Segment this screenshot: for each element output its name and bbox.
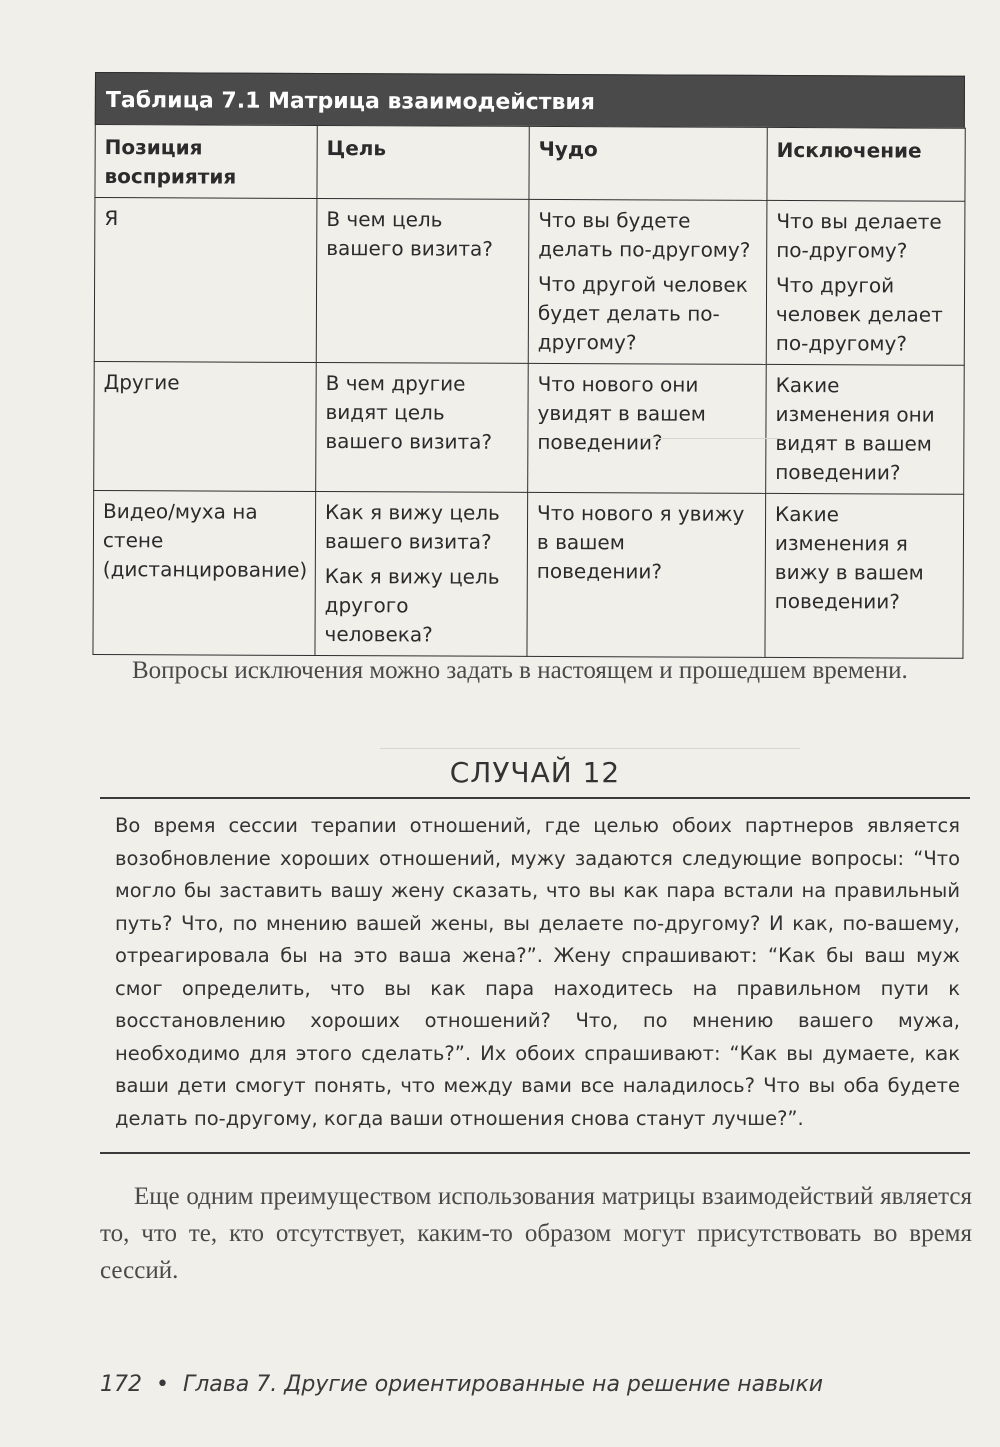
cell-question: Что нового я увижу в вашем поведении? [536,500,745,584]
cell-position: Другие [94,361,317,491]
cell-exception [766,364,965,494]
paragraph-text: Вопросы исключения можно задать в настоящем и прошедшем времени. [132,657,908,684]
cell-question: Какие изменения они видят в вашем поведении? [775,372,935,485]
cell-miracle [528,199,767,364]
cell-question: Что другой человек делает по-другому? [775,272,943,356]
cell-goal [316,362,529,492]
matrix-grid [92,124,965,659]
cell-question: Что вы будете делать по-другому? [538,207,751,262]
table-row [94,198,965,366]
chapter-title: Глава 7. Другие ориентированные на решение навыки [182,1372,824,1397]
cell-question: В чем другие видят цель вашего визита? [325,371,493,454]
cell-position: Видео/муха на стене (дистанцирование) [93,490,316,655]
case-heading: СЛУЧАЙ 12 [449,756,621,789]
cell-question: В чем цель вашего визита? [326,207,493,261]
table-row [93,490,964,658]
page-number: 172 [100,1372,142,1397]
cell-question: Что вы делаете по-другому? [776,208,942,263]
cell-question: Что другой человек будет делать по-другому? [537,271,748,355]
cell-miracle [528,363,767,493]
footer-bullet: • [156,1372,169,1397]
scan-artifact [640,438,780,439]
table-title: Таблица 7.1 Матрица взаимодействия [95,72,965,128]
header-goal: Цель [317,125,529,199]
cell-question: Что нового они увидят в вашем поведении? [537,371,706,455]
cell-goal [315,491,528,656]
cell-position: Я [94,198,317,363]
case-top-divider [100,797,970,799]
header-exception: Исключение [767,127,965,201]
cell-question: Какие изменения я вижу в вашем поведении? [774,501,924,614]
header-miracle: Чудо [529,126,767,200]
paragraph-text: Еще одним преимуществом использования матрицы взаимодействий является то, что те, кто отсутствует, каким-то образом могут присутствовать во время сессий. [100,1183,972,1284]
cell-question: Как я вижу цель другого человека? [324,564,500,647]
cell-exception [765,493,964,658]
table-row [94,361,965,494]
cell-exception [766,200,965,365]
cell-question: Как я вижу цель вашего визита? [324,500,500,554]
case-box-text [115,810,960,1135]
cell-goal [316,198,529,363]
interaction-matrix-table [92,72,965,659]
table-header-row [95,125,965,202]
matrix-advantage-paragraph [100,1178,972,1289]
header-position: Позиция восприятия [95,125,317,199]
page-footer [100,1372,960,1397]
case-bottom-divider [100,1152,970,1154]
scan-artifact [380,748,800,749]
cell-miracle [527,492,766,657]
exception-questions-paragraph [100,652,968,689]
case-paragraph: Во время сессии терапии отношений, где целью обоих партнеров является возобновление хороших отношений, мужу задаются следующие вопросы: “Что могло бы заставить вашу жену сказать, что вы как пара встали на правильный путь? Что, по мнению вашей жены, вы делаете по-другому? И как, по-вашему, отреагировала бы на это ваша жена?”. Жену спрашивают: “Как бы ваш муж смог определить, что вы как пара находитесь на правильном пути к восстановлению хороших отношений? Что, по мнению вашего мужа, необходимо для этого сделать?”. Их обоих спрашивают: “Как вы думаете, как ваши дети смогут понять, что между вами все наладилось? Что вы оба будете делать по-другому, когда ваши отношения снова станут лучше?”. [115,814,960,1130]
